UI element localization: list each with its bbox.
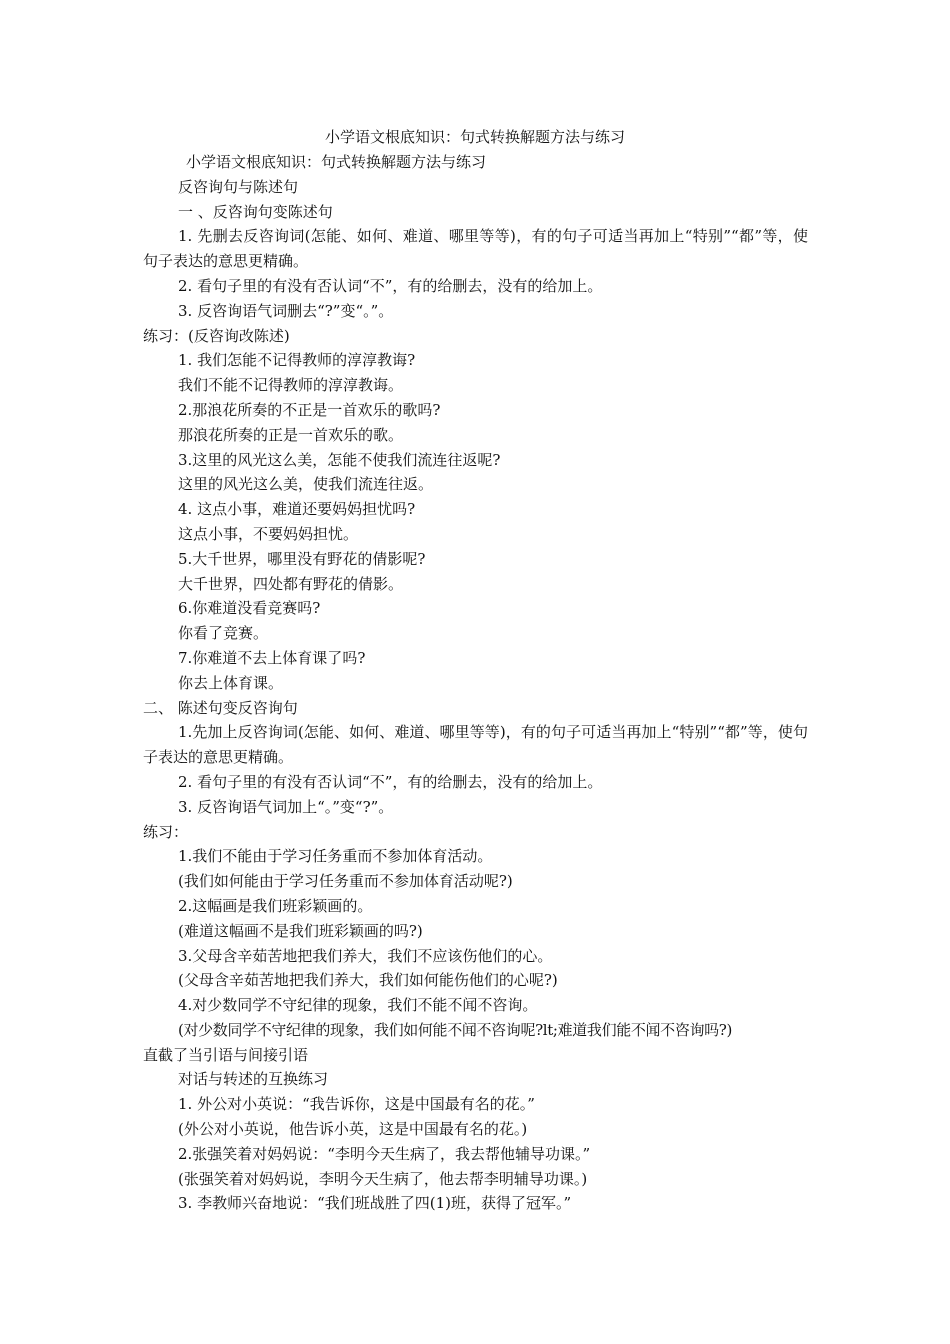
text-line: 3.父母含辛茹苦地把我们养大，我们不应该伤他们的心。	[178, 946, 553, 965]
text-line: 2. 看句子里的有没有否认词“不”，有的给删去，没有的给加上。	[178, 772, 603, 791]
text-line: 3. 反咨询语气词加上“。”变“?”。	[178, 797, 394, 816]
text-line: 1. 先删去反咨询词(怎能、如何、难道、哪里等等)，有的句子可适当再加上“特别”“都”等，使句子表达的意思更精确。	[143, 227, 808, 271]
text-line: (对少数同学不守纪律的现象，我们如何能不闻不咨询呢?lt;难道我们能不闻不咨询吗?)	[178, 1020, 732, 1039]
text-line: 大千世界，四处都有野花的倩影。	[178, 574, 404, 593]
text-line: 这里的风光这么美，使我们流连往返。	[178, 475, 434, 494]
text-line: 4.对少数同学不守纪律的现象，我们不能不闻不咨询。	[178, 996, 538, 1015]
text-line: 1. 我们怎能不记得教师的淳淳教诲?	[178, 351, 416, 370]
text-line: 2.那浪花所奏的不正是一首欢乐的歌吗?	[178, 400, 441, 419]
text-line: 我们不能不记得教师的淳淳教诲。	[178, 376, 404, 395]
text-line: 1. 外公对小英说：“我告诉你，这是中国最有名的花。”	[178, 1095, 535, 1114]
text-line: 那浪花所奏的正是一首欢乐的歌。	[178, 425, 404, 444]
text-line: 3.这里的风光这么美，怎能不使我们流连往返呢?	[178, 450, 501, 469]
text-line: 2. 看句子里的有没有否认词“不”，有的给删去，没有的给加上。	[178, 276, 603, 295]
text-line: 3. 反咨询语气词删去“?”变“。”。	[178, 301, 394, 320]
text-line: 5.大千世界，哪里没有野花的倩影呢?	[178, 549, 426, 568]
document-body	[143, 150, 808, 1216]
text-line: 1.我们不能由于学习任务重而不参加体育活动。	[178, 847, 493, 866]
text-line: 1.先加上反咨询词(怎能、如何、难道、哪里等等)，有的句子可适当再加上“特别”“都”等，使句子表达的意思更精确。	[143, 723, 808, 767]
text-line: 2.张强笑着对妈妈说：“李明今天生病了，我去帮他辅导功课。”	[178, 1144, 591, 1163]
text-line: 反咨询句与陈述句	[178, 177, 299, 196]
text-line: 对话与转述的互换练习	[178, 1070, 329, 1089]
text-line: 二、 陈述句变反咨询句	[143, 698, 298, 717]
text-line: (我们如何能由于学习任务重而不参加体育活动呢?)	[178, 872, 513, 891]
text-line: 小学语文根底知识：句式转换解题方法与练习	[186, 153, 487, 171]
text-line: (外公对小英说，他告诉小英，这是中国最有名的花。)	[178, 1120, 528, 1139]
document-title: 小学语文根底知识：句式转换解题方法与练习	[324, 128, 625, 146]
text-line: 直截了当引语与间接引语	[143, 1045, 309, 1064]
text-line: 练习：(反咨询改陈述)	[143, 326, 290, 345]
text-line: 6.你难道没看竞赛吗?	[178, 599, 321, 618]
text-line: 7.你难道不去上体育课了吗?	[178, 648, 366, 667]
text-line: 你看了竞赛。	[178, 624, 269, 643]
text-line: 这点小事，不要妈妈担忧。	[178, 524, 359, 543]
text-line: 2.这幅画是我们班彩颖画的。	[178, 896, 373, 915]
text-line: 练习：	[143, 822, 189, 841]
text-line: (张强笑着对妈妈说，李明今天生病了，他去帮李明辅导功课。)	[178, 1169, 588, 1188]
text-line: 4. 这点小事，难道还要妈妈担忧吗?	[178, 500, 416, 519]
text-line: 3. 李教师兴奋地说：“我们班战胜了四(1)班，获得了冠军。”	[178, 1194, 572, 1213]
text-line: 你去上体育课。	[178, 673, 284, 692]
text-line: (父母含辛茹苦地把我们养大，我们如何能伤他们的心呢?)	[178, 971, 558, 990]
text-line: (难道这幅画不是我们班彩颖画的吗?)	[178, 921, 423, 940]
text-line: 一 、反咨询句变陈述句	[178, 202, 333, 221]
